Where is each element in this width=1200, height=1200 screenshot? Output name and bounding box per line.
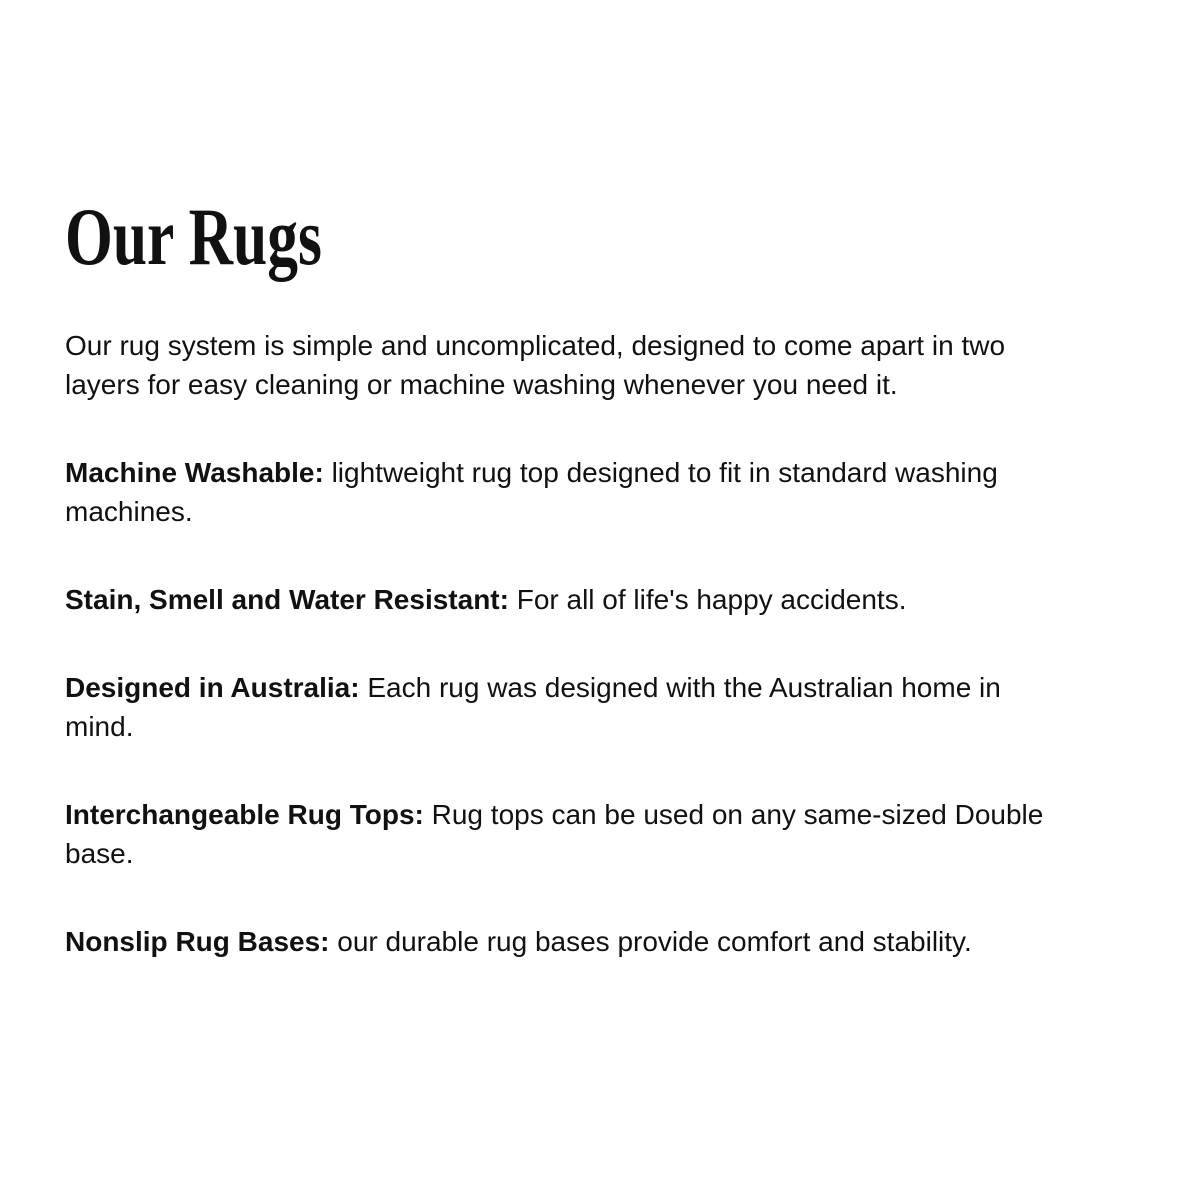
- feature-paragraph-machine-washable: [65, 453, 1062, 531]
- feature-label: Nonslip Rug Bases:: [65, 926, 330, 957]
- feature-description: our durable rug bases provide comfort and stability.: [329, 926, 972, 957]
- intro-paragraph: Our rug system is simple and uncomplicated, designed to come apart in two layers for easy cleaning or machine washing whenever you need it.: [65, 330, 1006, 400]
- feature-description: Each rug was designed with the Australian home in mind.: [65, 672, 1001, 742]
- feature-description: For all of life's happy accidents.: [508, 584, 907, 615]
- feature-paragraph-interchangeable-tops: [65, 795, 1062, 873]
- feature-description: lightweight rug top designed to fit in standard washing machines.: [65, 457, 998, 527]
- feature-label: Interchangeable Rug Tops:: [65, 799, 424, 830]
- feature-label: Stain, Smell and Water Resistant:: [65, 584, 509, 615]
- feature-description: Rug tops can be used on any same-sized Double base.: [65, 799, 1044, 869]
- feature-paragraph-nonslip-bases: [65, 922, 1062, 961]
- feature-label: Machine Washable:: [65, 457, 324, 488]
- page-title: Our Rugs: [65, 191, 322, 282]
- feature-paragraph-stain-resistant: [65, 580, 1062, 619]
- feature-label: Designed in Australia:: [65, 672, 360, 703]
- feature-paragraph-designed-in-australia: [65, 668, 1062, 746]
